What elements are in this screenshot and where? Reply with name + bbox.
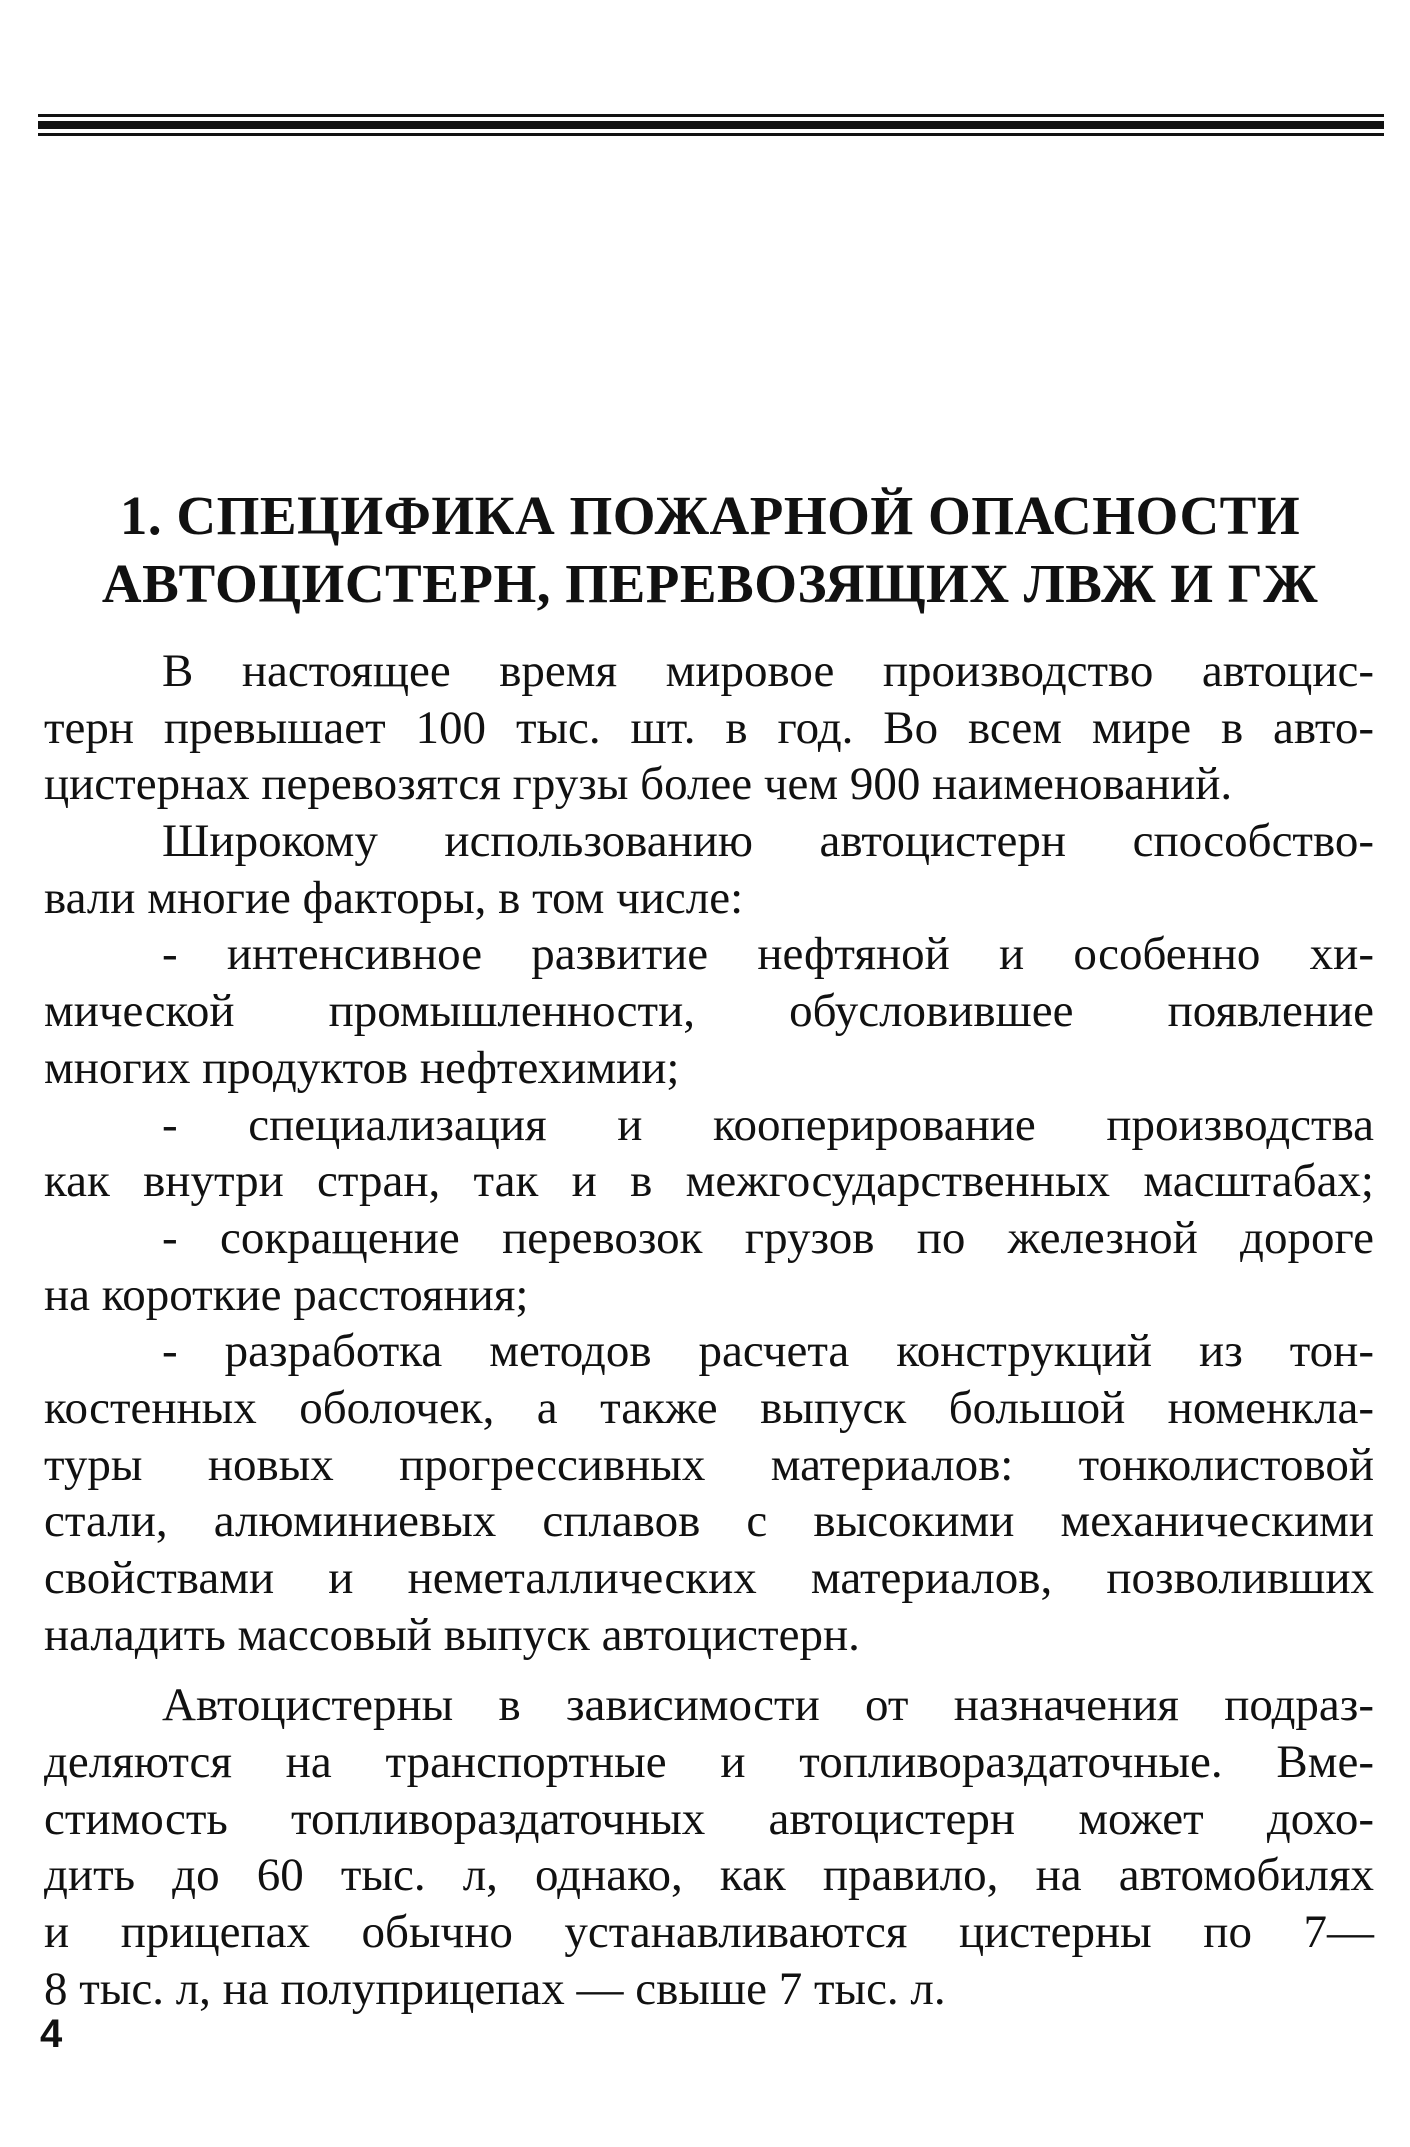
text-line: В настоящее время мировое производство автоцис- [162,645,1374,697]
top-rule [38,114,1384,117]
text-line: наладить массовый выпуск автоцистерн. [44,1608,860,1661]
text-line: мической промышленности, обусловившее появление [44,985,1374,1038]
text-line: на короткие расстояния; [44,1268,529,1321]
text-line: терн превышает 100 тыс. шт. в год. Во всем мире в авто- [44,701,1374,754]
chapter-title-line: АВТОЦИСТЕРН, ПЕРЕВОЗЯЩИХ ЛВЖ И ГЖ [101,553,1319,614]
text-line: цистернах перевозятся грузы более чем 900 наименований. [44,758,1233,811]
list-item [44,926,1374,1096]
body-text [44,643,1374,2018]
top-rule [38,121,1384,129]
page-number: 4 [40,2012,63,2056]
list-item [44,1097,1374,1210]
text-line: деляются на транспортные и топливораздаточные. Вме- [44,1736,1374,1789]
chapter-title [60,482,1360,618]
text-line: - сокращение перевозок грузов по железной дороге [162,1211,1374,1264]
text-line: стали, алюминиевых сплавов с высокими механическими [44,1495,1374,1548]
paragraph [44,1677,1374,2017]
text-line: - специализация и кооперирование производства [162,1098,1374,1151]
text-line: 8 тыс. л, на полуприцепах — свыше 7 тыс. л. [44,1962,946,2015]
chapter-title-line: 1. СПЕЦИФИКА ПОЖАРНОЙ ОПАСНОСТИ [119,485,1301,546]
paragraph [44,643,1374,813]
text-line: туры новых прогрессивных материалов: тонколистовой [44,1438,1374,1491]
text-line: вали многие факторы, в том числе: [44,871,744,924]
paragraph [44,813,1374,926]
text-line: Широкому использованию автоцистерн способство- [162,815,1374,868]
text-line: - интенсивное развитие нефтяной и особенно хи- [162,928,1374,981]
text-line: дить до 60 тыс. л, однако, как правило, на автомобилях [44,1849,1374,1902]
text-line: костенных оболочек, а также выпуск большой номенкла- [44,1381,1374,1434]
text-line: свойствами и неметаллических материалов, позволивших [44,1552,1374,1604]
text-line: Автоцистерны в зависимости от назначения подраз- [162,1679,1374,1732]
text-line: многих продуктов нефтехимии; [44,1041,680,1094]
list-item [44,1323,1374,1663]
text-line: - разработка методов расчета конструкций из тон- [162,1325,1374,1378]
text-line: как внутри стран, так и в межгосударственных масштабах; [44,1155,1374,1208]
list-item [44,1210,1374,1323]
text-line: и прицепах обычно устанавливаются цистерны по 7— [44,1906,1374,1959]
top-rule [38,133,1384,136]
text-line: стимость топливораздаточных автоцистерн может дохо- [44,1792,1374,1845]
